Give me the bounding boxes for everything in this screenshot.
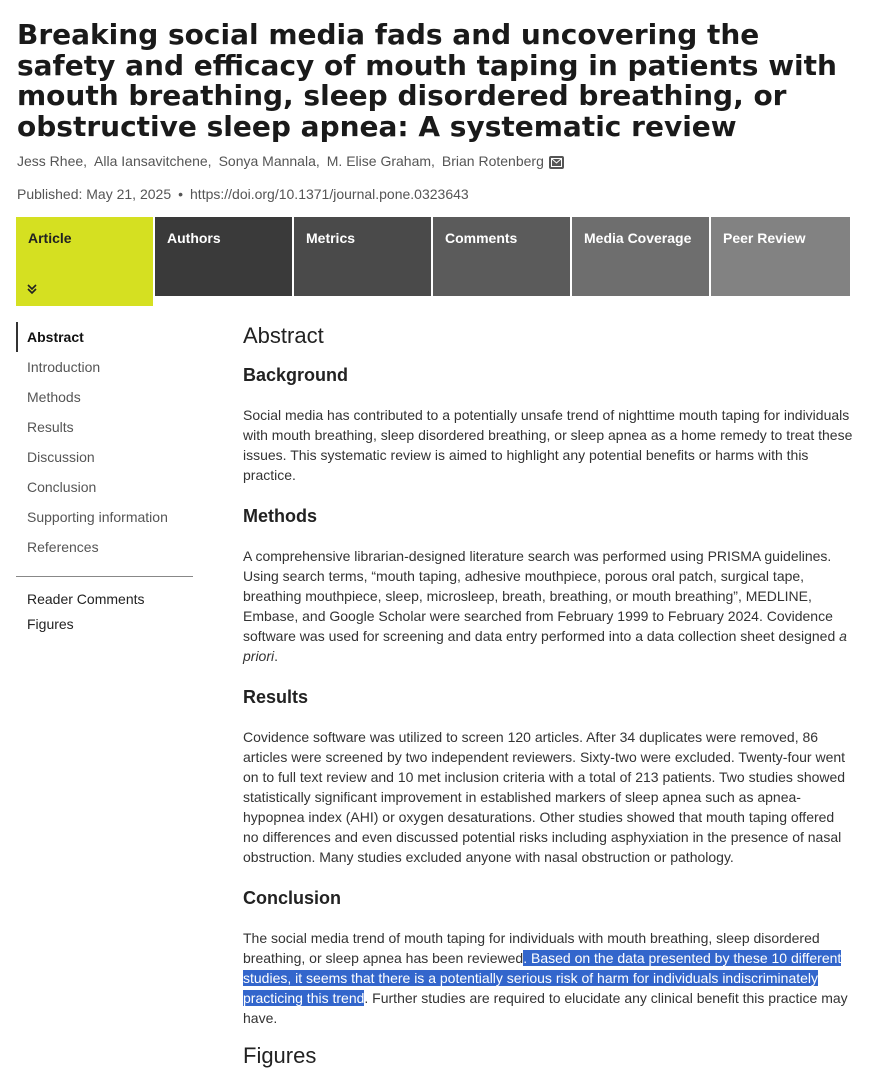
nav-item-discussion[interactable]: Discussion xyxy=(27,449,95,465)
nav-item-reader-comments[interactable]: Reader Comments xyxy=(27,591,145,607)
tab-metrics[interactable] xyxy=(294,217,431,296)
section-nav xyxy=(16,322,193,637)
nav-item-methods[interactable]: Methods xyxy=(27,389,81,405)
nav-item-figures[interactable]: Figures xyxy=(27,616,74,632)
tab-label: Metrics xyxy=(306,230,356,246)
tab-media-coverage[interactable] xyxy=(572,217,709,296)
conclusion-text-end: . Further studies are required to elucidate any clinical benefit this practice may have. xyxy=(243,990,848,1026)
tab-label: Article xyxy=(28,230,72,246)
methods-heading: Methods xyxy=(243,506,317,526)
author-link[interactable]: M. Elise Graham, xyxy=(326,153,435,169)
nav-item-references[interactable]: References xyxy=(27,539,99,555)
nav-item-supporting-information[interactable]: Supporting information xyxy=(27,509,168,525)
doi-link[interactable]: https://doi.org/10.1371/journal.pone.0323643 xyxy=(190,186,469,202)
author-link[interactable]: Jess Rhee, xyxy=(17,153,88,169)
abstract-heading: Abstract xyxy=(243,323,324,348)
methods-italic: a priori xyxy=(243,628,847,664)
tab-label: Authors xyxy=(167,230,221,246)
separator-dot: • xyxy=(178,186,184,202)
tab-label: Comments xyxy=(445,230,518,246)
nav-item-introduction[interactable]: Introduction xyxy=(27,359,101,375)
abstract-content xyxy=(243,322,853,1070)
nav-item-conclusion[interactable]: Conclusion xyxy=(27,479,97,495)
results-text: Covidence software was utilized to screen 120 articles. After 34 duplicates were removed, 86 articles were screened by two independent reviewers. Sixty-two were excluded. Twenty-four went on to full text review and 10 met inclusion criteria with a total of 213 patients. Two studies showed statistically significant improvement in established markers of sleep apnea such as apnea-hypopnea index (AHI) or oxygen desaturations. Other studies showed that mouth taping offered no differences and even discussed potential risks including asphyxiation in the presence of nasal obstruction. Many studies excluded anyone with nasal obstruction or pathology. xyxy=(243,729,846,865)
nav-divider xyxy=(16,576,193,577)
tab-peer-review[interactable] xyxy=(711,217,850,296)
publication-info xyxy=(17,186,469,202)
conclusion-heading: Conclusion xyxy=(243,888,341,908)
author-link[interactable]: Alla Iansavitchene, xyxy=(94,153,212,169)
article-tabs xyxy=(16,217,850,307)
tab-label: Peer Review xyxy=(723,230,806,246)
author-list xyxy=(17,153,564,169)
chevron-down-icon xyxy=(26,283,38,295)
author-link[interactable]: Sonya Mannala, xyxy=(218,153,320,169)
conclusion-text: The social media trend of mouth taping for individuals with mouth breathing, sleep disordered breathing, or sleep apnea has been reviewed xyxy=(243,930,820,966)
article-title: Breaking social media fads and uncovering the safety and efficacy of mouth taping in patients with mouth breathing, sleep disordered breathing, or obstructive sleep apnea: A systematic review xyxy=(17,18,837,143)
nav-item-results[interactable]: Results xyxy=(27,419,74,435)
methods-paragraph xyxy=(243,546,853,666)
methods-end: . xyxy=(274,648,279,664)
selected-text-highlight: . Based on the data presented by these 10 different studies, it seems that there is a potentially serious risk of harm for individuals indiscriminately practicing this trend xyxy=(243,950,842,1006)
email-icon[interactable] xyxy=(549,156,564,169)
author-link[interactable]: Brian Rotenberg xyxy=(441,153,544,169)
tab-comments[interactable] xyxy=(433,217,570,296)
conclusion-paragraph xyxy=(243,928,853,1028)
published-date: Published: May 21, 2025 xyxy=(17,186,172,202)
results-heading: Results xyxy=(243,687,309,707)
nav-item-abstract[interactable]: Abstract xyxy=(16,322,193,352)
tab-article[interactable] xyxy=(16,217,153,306)
background-heading: Background xyxy=(243,365,349,385)
background-text: Social media has contributed to a potentially unsafe trend of nighttime mouth taping for individuals with mouth breathing, sleep disordered breathing, or sleep apnea as a home remedy to treat these issues. This systematic review is aimed to highlight any potential benefits or harms with this practice. xyxy=(243,407,853,483)
tab-authors[interactable] xyxy=(155,217,292,296)
figures-heading: Figures xyxy=(243,1043,317,1068)
tab-label: Media Coverage xyxy=(584,230,692,246)
methods-text: A comprehensive librarian-designed literature search was performed using PRISMA guidelines. Using search terms, “mouth taping, adhesive mouthpiece, porous oral patch, surgical tape, breathing mouthpiece, sleep, microsleep, breath, breathing, or mouth breathing”, MEDLINE, Embase, and Google Scholar were searched from February 1999 to February 2024. Covidence software was used for screening and data entry performed into a data collection sheet designed xyxy=(243,548,836,644)
